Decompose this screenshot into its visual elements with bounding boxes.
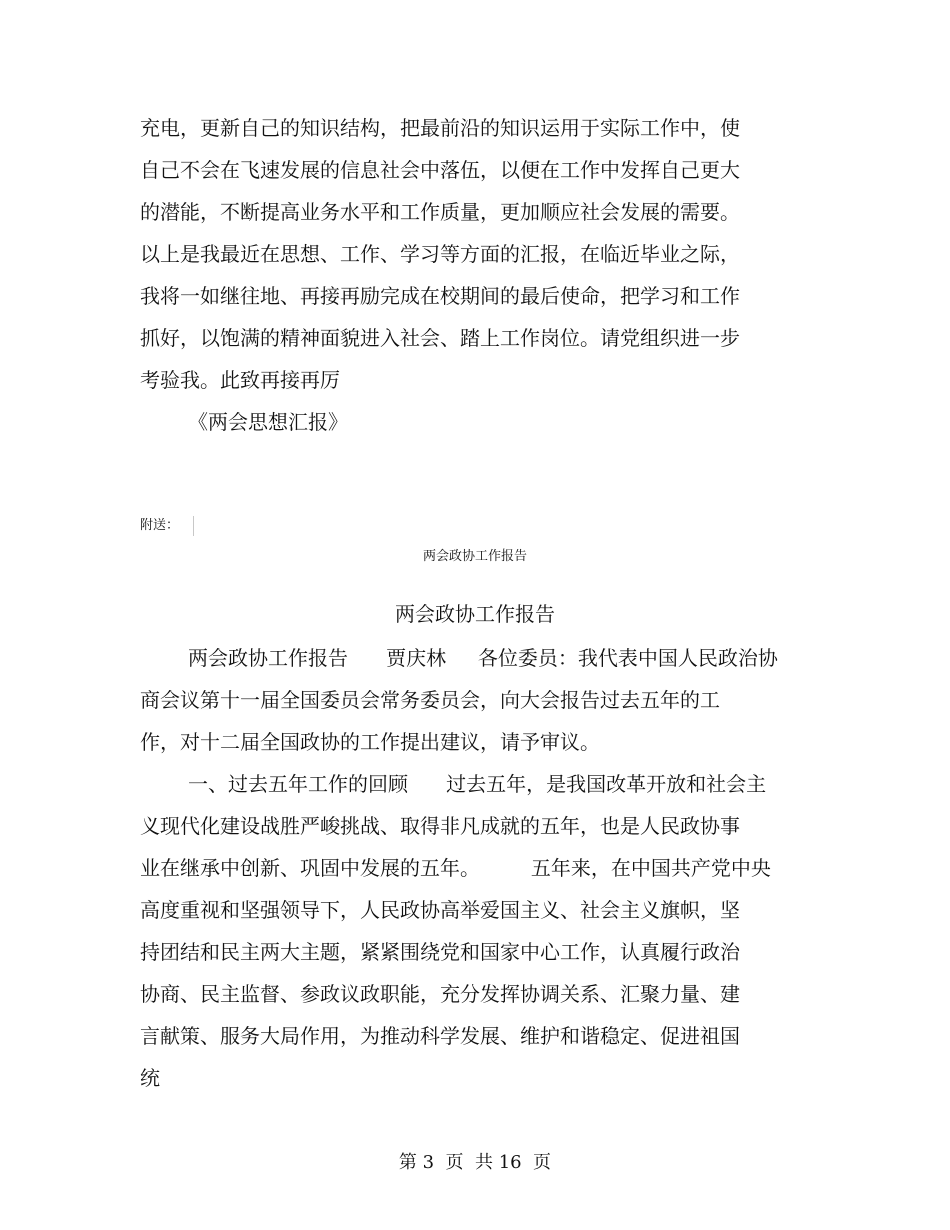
page-footer: 第 3 页 共 16 页 [398,1152,552,1173]
body-line: 以上是我最近在思想、工作、学习等方面的汇报，在临近毕业之际， [140,242,740,266]
body-line: 协商、民主监督、参政议政职能，充分发挥协调关系、汇聚力量、建 [140,982,740,1006]
body-line: 言献策、服务大局作用，为推动科学发展、维护和谐稳定、促进祖国 [140,1024,740,1048]
body-line: 我将一如继往地、再接再励完成在校期间的最后使命，把学习和工作 [140,284,740,308]
body-line: 业在继承中创新、巩固中发展的五年。 五年来，在中国共产党中央 [140,856,771,880]
body-line: 统 [140,1066,160,1090]
title-reference: 《两会思想汇报》 [188,410,348,434]
body-line: 作，对十二届全国政协的工作提出建议，请予审议。 [140,730,600,754]
body-line: 高度重视和坚强领导下，人民政协高举爱国主义、社会主义旗帜，坚 [140,898,740,922]
report-title: 两会政协工作报告 [395,602,555,626]
attachment-divider [193,516,194,536]
body-line: 充电，更新自己的知识结构，把最前沿的知识运用于实际工作中，使 [140,116,740,140]
attachment-label: 附送： [140,518,180,533]
body-line: 义现代化建设战胜严峻挑战、取得非凡成就的五年，也是人民政协事 [140,814,740,838]
attachment-header: 两会政协工作报告 [422,549,527,564]
attachment-row [140,515,194,537]
body-line: 的潜能，不断提高业务水平和工作质量，更加顺应社会发展的需要。 [140,200,740,224]
body-line: 两会政协工作报告 贾庆林 各位委员：我代表中国人民政治协 [188,646,778,670]
body-line: 一、过去五年工作的回顾 过去五年，是我国改革开放和社会主 [188,772,767,796]
body-line: 自己不会在飞速发展的信息社会中落伍，以便在工作中发挥自己更大 [140,158,740,182]
body-line: 考验我。此致再接再厉 [140,368,340,392]
body-line: 持团结和民主两大主题，紧紧围绕党和国家中心工作，认真履行政治 [140,940,740,964]
body-line: 商会议第十一届全国委员会常务委员会，向大会报告过去五年的工 [140,688,720,712]
body-line: 抓好，以饱满的精神面貌进入社会、踏上工作岗位。请党组织进一步 [140,326,740,350]
